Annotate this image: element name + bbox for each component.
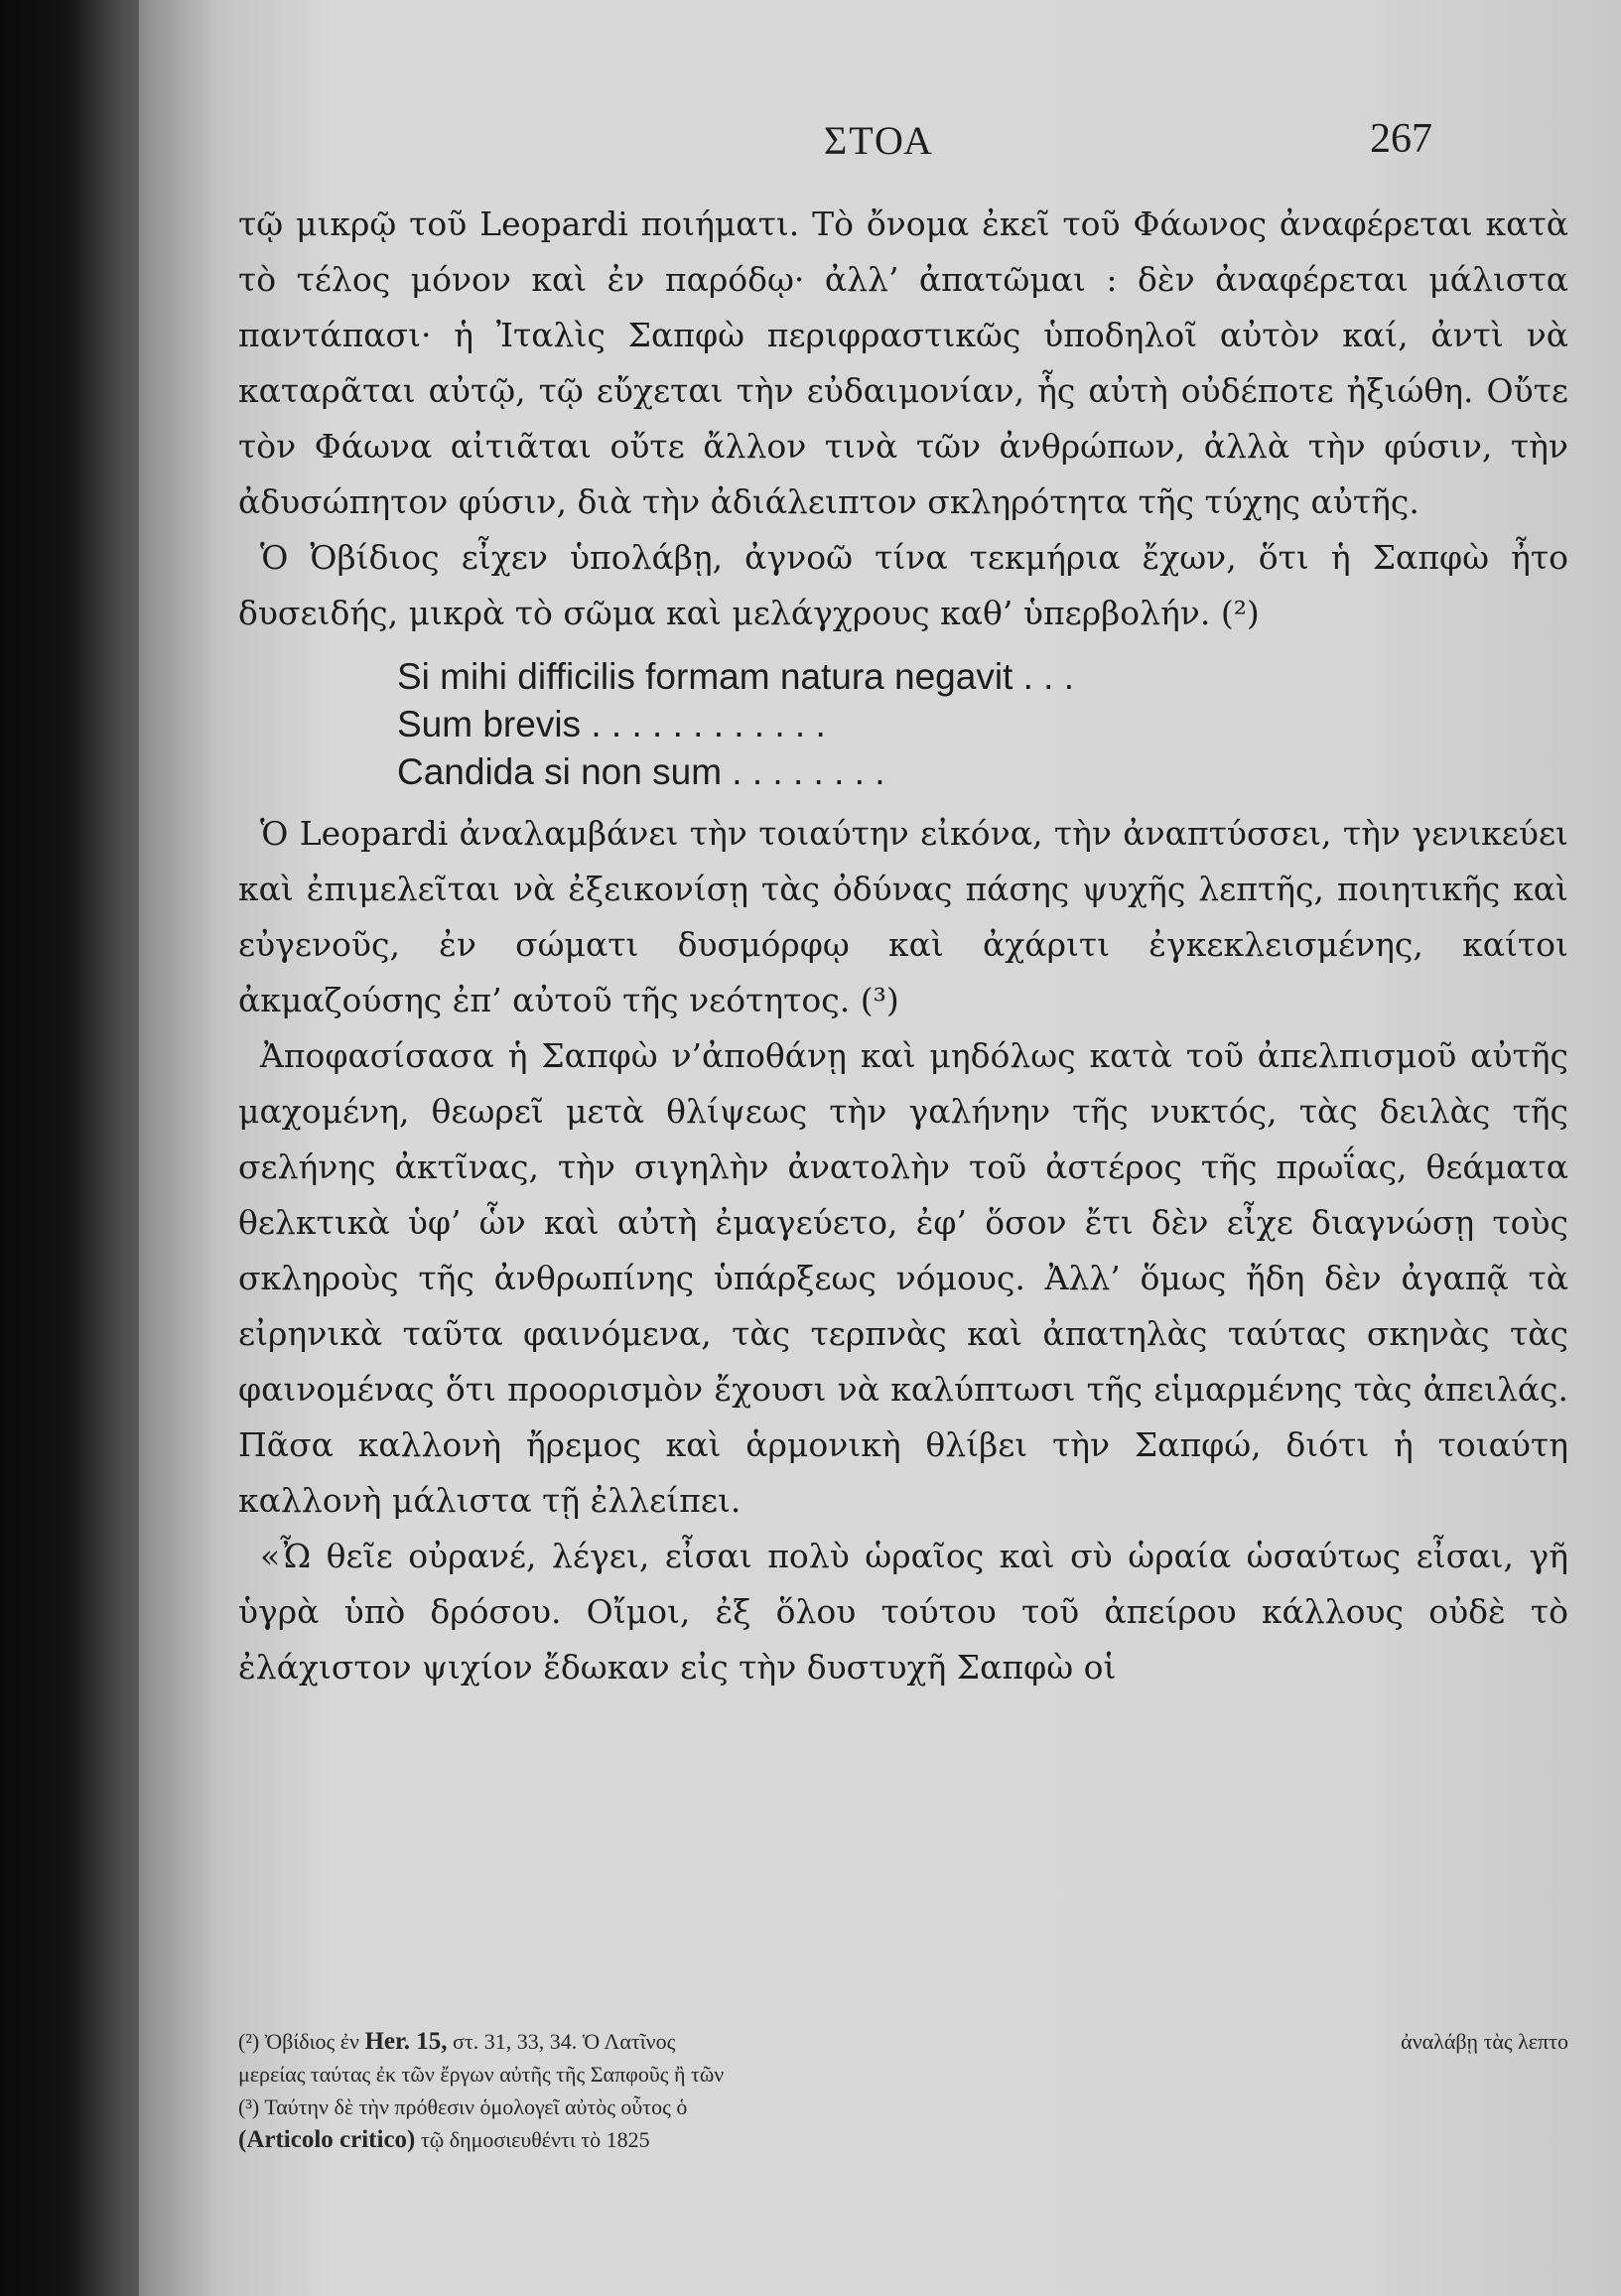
footnote-text: μερείας ταύτας ἐκ τῶν ἔργων αὐτῆς τῆς Σαπφοῦς ἢ τῶν <box>238 2062 725 2087</box>
paragraph-5: «Ὦ θεῖε οὐρανέ, λέγει, εἶσαι πολὺ ὡραῖος καὶ σὺ ὡραία ὡσαύτως εἶσαι, γῆ ὑγρὰ ὑπὸ δρόσου. Οἴμοι, ἐξ ὅλου τούτου τοῦ ἀπείρου κάλλους οὐδὲ τὸ ἐλάχιστον ψιχίον ἔδωκαν εἰς τὴν δυστυχῆ Σαπφὼ οἱ <box>238 1537 1568 1687</box>
footnote-text: Ταύτην δὲ τὴν πρόθεσιν ὁμολογεῖ αὐτὸς οὗτος ὁ <box>264 2094 688 2119</box>
footnote-marker: (³) <box>238 2094 260 2119</box>
footnote-line-3 <box>238 2091 1568 2123</box>
paragraph-3: Ὁ Leopardi ἀναλαμβάνει τὴν τοιαύτην εἰκόνα, τὴν ἀναπτύσσει, τὴν γενικεύει καὶ ἐπιμελεῖται νὰ ἐξεικονίσῃ τὰς ὀδύνας πάσης ψυχῆς λεπτῆς, ποιητικῆς καὶ εὐγενοῦς, ἐν σώματι δυσμόρφῳ καὶ ἀχάριτι ἐγκεκλεισμένης, καίτοι ἀκμαζούσης ἐπ’ αὐτοῦ τῆς νεότητος. (³) <box>238 814 1568 1019</box>
verse-line-3: Candida si non sum . . . . . . . . <box>397 751 885 792</box>
footnote-text: τῷ δημοσιευθέντι τὸ 1825 <box>420 2127 650 2152</box>
verse-line-1: Si mihi difficilis formam natura negavit . . . <box>397 656 1075 697</box>
footnote-marker: (²) <box>238 2029 260 2054</box>
footnote-reference: Her. 15, <box>364 2028 448 2055</box>
footnote-continuation: ἀναλάβῃ τὰς λεπτο <box>1401 2029 1568 2054</box>
body-text <box>238 197 1568 1695</box>
latin-verse-quote <box>397 641 1568 806</box>
paragraph-2: Ὁ Ὀβίδιος εἶχεν ὑπολάβῃ, ἀγνοῶ τίνα τεκμήρια ἔχων, ὅτι ἡ Σαπφὼ ἦτο δυσειδής, μικρὰ τὸ σῶμα καὶ μελάγχρους καθ’ ὑπερβολήν. (²) <box>238 538 1568 632</box>
footnotes <box>238 2025 1568 2156</box>
running-head <box>139 117 1621 177</box>
verse-line-2: Sum brevis . . . . . . . . . . . . <box>397 704 826 744</box>
paragraph-4: Ἀποφασίσασα ἡ Σαπφὼ ν’ἀποθάνῃ καὶ μηδόλως κατὰ τοῦ ἀπελπισμοῦ αὐτῆς μαχομένη, θεωρεῖ μετὰ θλίψεως τὴν γαλήνην τῆς νυκτός, τὰς δειλὰς τῆς σελήνης ἀκτῖνας, τὴν σιγηλὴν ἀνατολὴν τοῦ ἀστέρος τῆς πρωΐας, θεάματα θελκτικὰ ὑφ’ ὧν καὶ αὐτὴ ἐμαγεύετο, ἐφ’ ὅσον ἔτι δὲν εἶχε διαγνώσῃ τοὺς σκληροὺς τῆς ἀνθρωπίνης ὑπάρξεως νόμους. Ἀλλ’ ὅμως ἤδη δὲν ἀγαπᾷ τὰ εἰρηνικὰ ταῦτα φαινόμενα, τὰς τερπνὰς καὶ ἀπατηλὰς ταύτας σκηνὰς τὰς φαινομένας ὅτι προορισμὸν ἔχουσι νὰ καλύπτωσι τῆς εἱμαρμένης τὰς ἀπειλάς. Πᾶσα καλλονὴ ἤρεμος καὶ ἁρμονικὴ θλίβει τὴν Σαπφώ, διότι ἡ τοιαύτη καλλονὴ μάλιστα τῇ ἐλλείπει. <box>238 1036 1568 1520</box>
running-head-title: ΣΤΟΑ <box>824 118 934 163</box>
paragraph-1: τῷ μικρῷ τοῦ Leopardi ποιήματι. Τὸ ὄνομα ἐκεῖ τοῦ Φάωνος ἀναφέρεται κατὰ τὸ τέλος μόνον καὶ ἐν παρόδῳ· ἀλλ’ ἀπατῶμαι : δὲν ἀναφέρεται μάλιστα παντάπασι· ἡ Ἰταλὶς Σαπφὼ περιφραστικῶς ὑποδηλοῖ αὐτὸν καί, ἀντὶ νὰ καταρᾶται αὐτῷ, τῷ εὔχεται τὴν εὐδαιμονίαν, ἧς αὐτὴ οὐδέποτε ἠξιώθη. Οὔτε τὸν Φάωνα αἰτιᾶται οὔτε ἄλλον τινὰ τῶν ἀνθρώπων, ἀλλὰ τὴν φύσιν, τὴν ἀδυσώπητον φύσιν, διὰ τὴν ἀδιάλειπτον σκληρότητα τῆς τύχης αὐτῆς. <box>238 204 1568 521</box>
footnote-text: στ. 31, 33, 34. Ὁ Λατῖνος <box>453 2029 676 2054</box>
footnote-line-2 <box>238 2058 1568 2091</box>
footnote-text: Ὀβίδιος ἐν <box>264 2029 359 2054</box>
footnote-reference: (Articolo critico) <box>238 2126 416 2153</box>
footnote-line-1 <box>238 2025 1568 2058</box>
page-number: 267 <box>1370 116 1432 162</box>
footnote-line-4 <box>238 2123 1568 2156</box>
book-page <box>139 0 1621 2296</box>
